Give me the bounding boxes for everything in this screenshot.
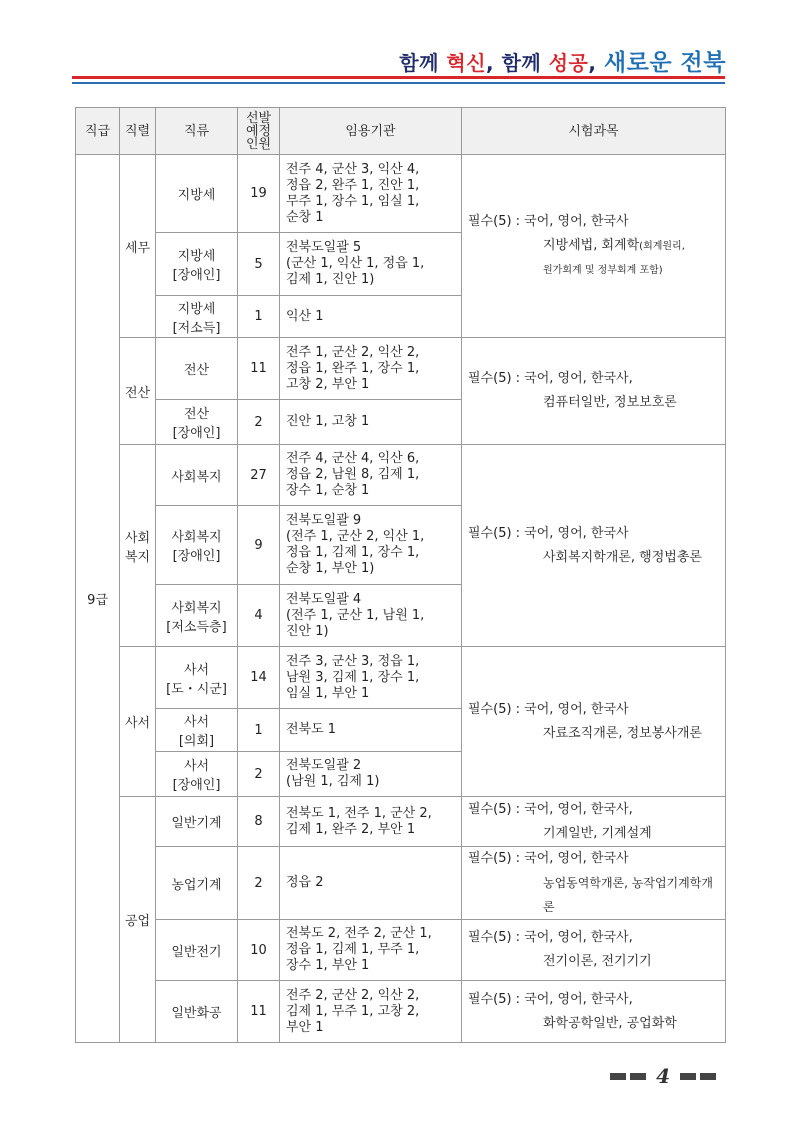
subjects-line: 농업동역학개론, 농작업기계학개론: [543, 876, 713, 914]
subjects-line: 필수(5) : 국어, 영어, 한국사,: [468, 930, 633, 945]
header-divider-blue: [72, 82, 725, 84]
subjects-line: 원가회계 및 정부회계 포함): [543, 264, 663, 276]
header-series: 직렬: [120, 108, 156, 155]
footer-decor-bar: [700, 1073, 716, 1080]
job-cell: 전산 [장애인]: [156, 400, 238, 445]
slogan-text: 성공: [548, 51, 589, 75]
count-cell: 11: [238, 981, 280, 1043]
count-cell: 1: [238, 709, 280, 752]
agency-cell: 익산 1: [280, 296, 462, 338]
slogan-text: 새로운 전북: [603, 50, 726, 76]
recruitment-table: [75, 107, 726, 1043]
job-cell: 지방세 [저소득]: [156, 296, 238, 338]
slogan-text: ,: [588, 51, 604, 75]
agency-cell: 정읍 2: [280, 847, 462, 920]
series-cell: 세무: [120, 155, 156, 338]
agency-cell: 전북도 1, 전주 1, 군산 2, 김제 1, 완주 2, 부안 1: [280, 797, 462, 847]
subjects-line: 컴퓨터일반, 정보보호론: [543, 395, 677, 410]
table-row: [76, 920, 726, 981]
agency-cell: 전북도일괄 4 (전주 1, 군산 1, 남원 1, 진안 1): [280, 585, 462, 647]
subjects-line: 필수(5) : 국어, 영어, 한국사,: [468, 801, 633, 817]
count-cell: 2: [238, 400, 280, 445]
count-cell: 11: [238, 338, 280, 400]
table-row: [76, 445, 726, 506]
subjects-cell: [462, 445, 726, 647]
count-cell: 4: [238, 585, 280, 647]
agency-cell: 전주 1, 군산 2, 익산 2, 정읍 1, 완주 1, 장수 1, 고창 2, 부안 1: [280, 338, 462, 400]
agency-cell: 전주 3, 군산 3, 정읍 1, 남원 3, 김제 1, 장수 1, 임실 1, 부안 1: [280, 647, 462, 709]
subjects-cell: [462, 847, 726, 920]
job-cell: 일반기계: [156, 797, 238, 847]
agency-cell: 전북도일괄 9 (전주 1, 군산 2, 익산 1, 정읍 1, 김제 1, 장수 1, 순창 1, 부안 1): [280, 506, 462, 585]
count-cell: 8: [238, 797, 280, 847]
subjects-cell: [462, 647, 726, 797]
footer-decor-bar: [680, 1073, 696, 1080]
job-cell: 전산: [156, 338, 238, 400]
count-cell: 9: [238, 506, 280, 585]
subjects-line: 전기이론, 전기기기: [543, 954, 652, 969]
agency-cell: 전북도 1: [280, 709, 462, 752]
subjects-cell: [462, 797, 726, 847]
grade-cell: 9급: [76, 155, 120, 1043]
subjects-text: 지방세법, 회계학: [543, 237, 640, 253]
subjects-line: 필수(5) : 국어, 영어, 한국사,: [468, 991, 633, 1007]
job-cell: 지방세 [장애인]: [156, 233, 238, 296]
count-cell: 1: [238, 296, 280, 338]
subjects-line: 필수(5) : 국어, 영어, 한국사: [468, 701, 629, 717]
subjects-line: 필수(5) : 국어, 영어, 한국사: [468, 851, 629, 866]
count-cell: 2: [238, 847, 280, 920]
job-cell: 일반전기: [156, 920, 238, 981]
series-cell: 사서: [120, 647, 156, 797]
header-job: 직류: [156, 108, 238, 155]
slogan-text: 혁신: [446, 51, 487, 75]
job-cell: 사회복지 [장애인]: [156, 506, 238, 585]
agency-cell: 전북도 2, 전주 2, 군산 1, 정읍 1, 김제 1, 무주 1, 장수 1, 부안 1: [280, 920, 462, 981]
agency-cell: 전북도일괄 2 (남원 1, 김제 1): [280, 752, 462, 797]
table-row: [76, 797, 726, 847]
agency-cell: 전주 2, 군산 2, 익산 2, 김제 1, 무주 1, 고창 2, 부안 1: [280, 981, 462, 1043]
table-row: [76, 647, 726, 709]
job-cell: 사회복지: [156, 445, 238, 506]
subjects-line: 기계일반, 기계설계: [543, 825, 652, 841]
table-row: [76, 847, 726, 920]
footer-decor-bar: [610, 1073, 626, 1080]
footer-decor-bar: [630, 1073, 646, 1080]
subjects-note: (회계원리,: [639, 240, 685, 252]
header-agency: 임용기관: [280, 108, 462, 155]
subjects-cell: [462, 155, 726, 338]
subjects-line: 자료조직개론, 정보봉사개론: [543, 725, 702, 741]
subjects-cell: [462, 338, 726, 445]
agency-cell: 전주 4, 군산 3, 익산 4, 정읍 2, 완주 1, 진안 1, 무주 1, 장수 1, 임실 1, 순창 1: [280, 155, 462, 233]
job-cell: 사회복지 [저소득층]: [156, 585, 238, 647]
subjects-line: 화학공학일반, 공업화학: [543, 1015, 677, 1031]
job-cell: 농업기계: [156, 847, 238, 920]
agency-cell: 진안 1, 고창 1: [280, 400, 462, 445]
table-row: [76, 155, 726, 233]
header-grade: 직급: [76, 108, 120, 155]
count-cell: 19: [238, 155, 280, 233]
header-count: 선발 예정 인원: [238, 108, 280, 155]
header-divider-red: [72, 76, 725, 79]
job-cell: 지방세: [156, 155, 238, 233]
job-cell: 사서 [도・시군]: [156, 647, 238, 709]
subjects-line: 사회복지학개론, 행정법총론: [543, 549, 702, 565]
series-cell: 전산: [120, 338, 156, 445]
count-cell: 2: [238, 752, 280, 797]
agency-cell: 전주 4, 군산 4, 익산 6, 정읍 2, 남원 8, 김제 1, 장수 1, 순창 1: [280, 445, 462, 506]
header-subjects: 시험과목: [462, 108, 726, 155]
subjects-cell: [462, 920, 726, 981]
subjects-line: 필수(5) : 국어, 영어, 한국사: [468, 525, 629, 541]
job-cell: 사서 [장애인]: [156, 752, 238, 797]
job-cell: 사서 [의회]: [156, 709, 238, 752]
series-cell: 사회 복지: [120, 445, 156, 647]
page-number: 4: [656, 1064, 670, 1088]
table-row: [76, 338, 726, 400]
count-cell: 10: [238, 920, 280, 981]
agency-cell: 전북도일괄 5 (군산 1, 익산 1, 정읍 1, 김제 1, 진안 1): [280, 233, 462, 296]
count-cell: 5: [238, 233, 280, 296]
subjects-line: [468, 234, 719, 259]
count-cell: 14: [238, 647, 280, 709]
subjects-cell: [462, 981, 726, 1043]
series-cell: 공업: [120, 797, 156, 1043]
count-cell: 27: [238, 445, 280, 506]
table-header-row: [76, 108, 726, 155]
subjects-line: 필수(5) : 국어, 영어, 한국사,: [468, 371, 633, 386]
page-footer: [610, 1064, 716, 1088]
job-cell: 일반화공: [156, 981, 238, 1043]
table-row: [76, 981, 726, 1043]
header-slogan: [399, 44, 726, 77]
slogan-text: 함께: [399, 51, 447, 75]
subjects-line: 필수(5) : 국어, 영어, 한국사: [468, 213, 629, 229]
slogan-text: , 함께: [486, 51, 549, 75]
